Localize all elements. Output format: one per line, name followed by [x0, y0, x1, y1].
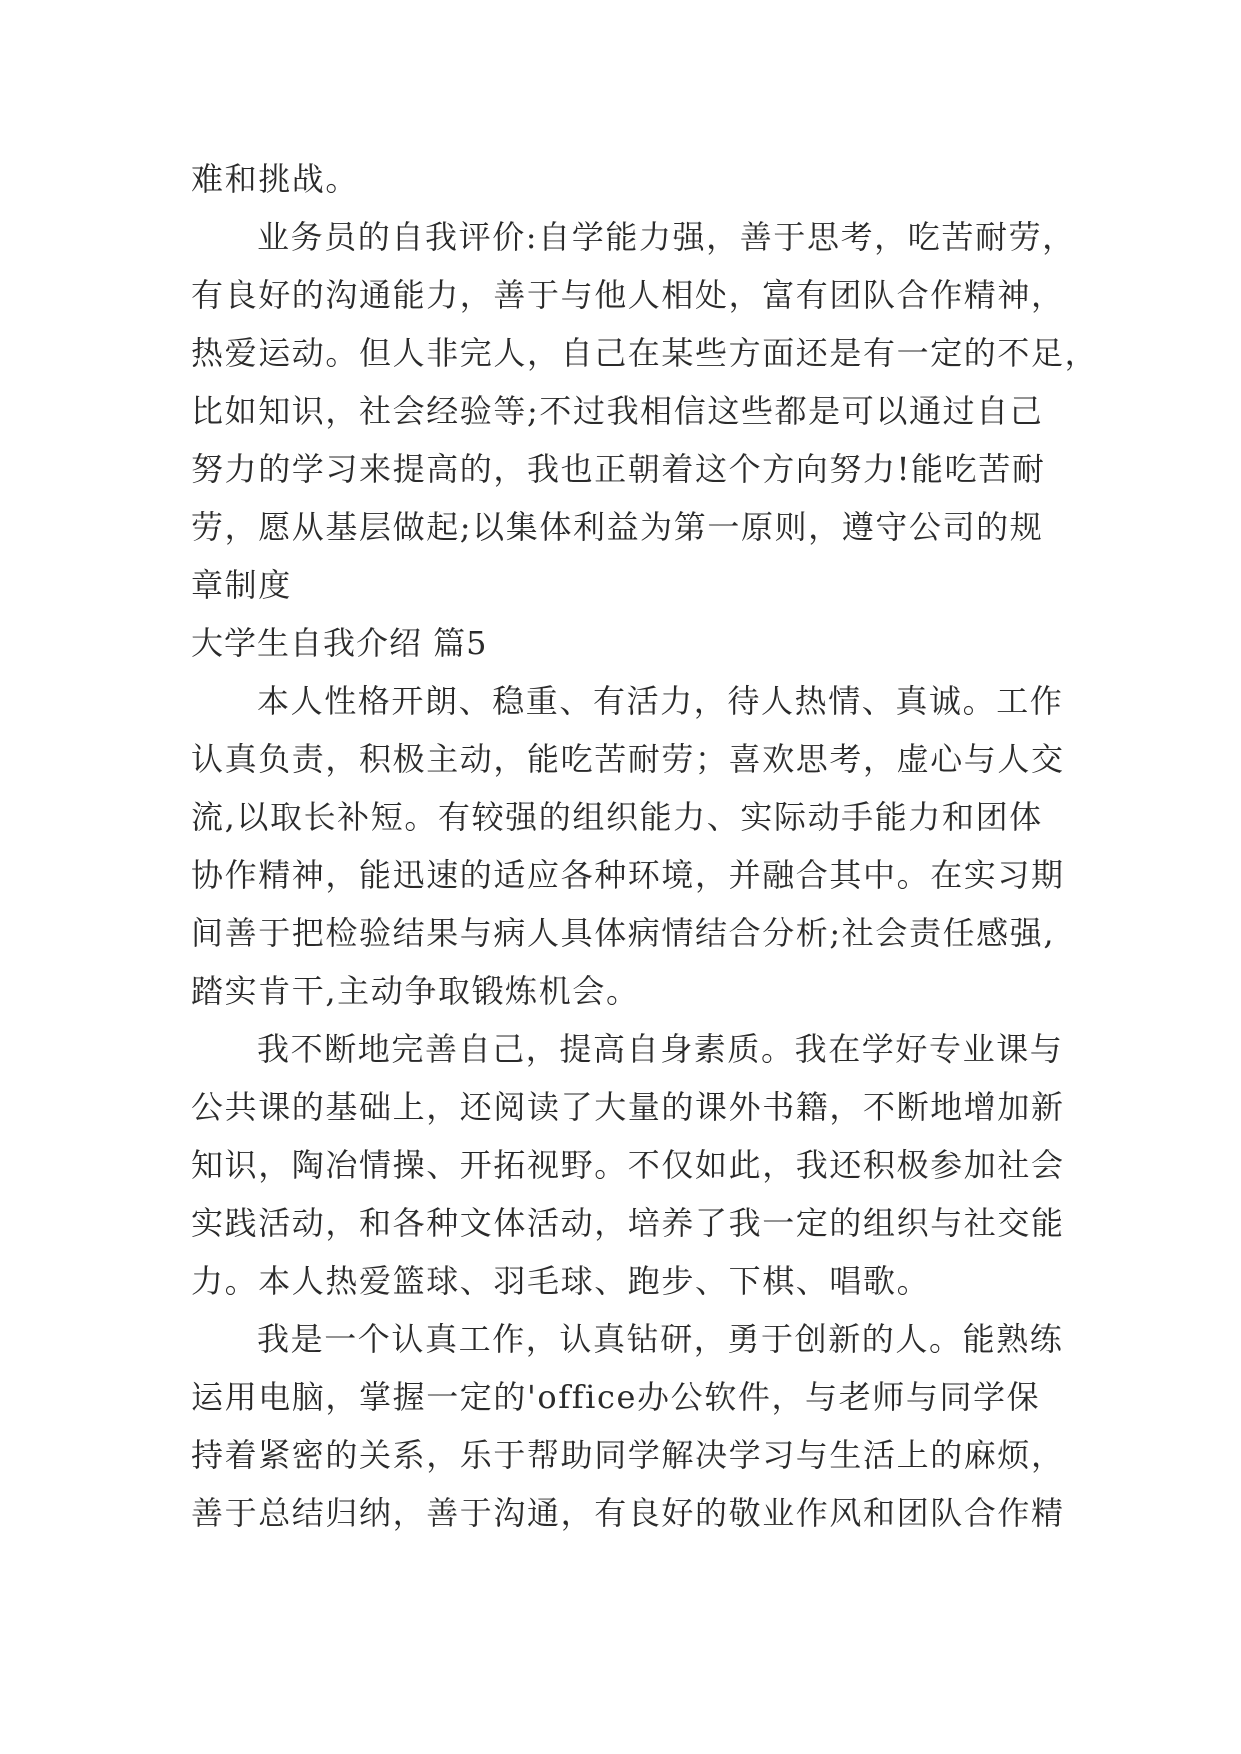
- text-line: 公共课的基础上，还阅读了大量的课外书籍，不断地增加新: [191, 1088, 1065, 1126]
- paragraph: [191, 150, 1071, 208]
- text-line: 运用电脑，掌握一定的'office办公软件，与老师与同学保: [191, 1378, 1041, 1416]
- text-line: 劳，愿从基层做起;以集体利益为第一原则，遵守公司的规: [191, 508, 1044, 546]
- text-line: 难和挑战。: [191, 160, 360, 198]
- paragraph: [191, 208, 1099, 614]
- text-line: 本人性格开朗、稳重、有活力，待人热情、真诚。工作: [257, 682, 1064, 720]
- text-line: 业务员的自我评价:自学能力强，善于思考，吃苦耐劳，: [257, 218, 1076, 256]
- text-line: 努力的学习来提高的，我也正朝着这个方向努力!能吃苦耐: [191, 450, 1046, 488]
- text-line: 认真负责，积极主动，能吃苦耐劳；喜欢思考，虚心与人交: [191, 740, 1065, 778]
- text-line: 踏实肯干,主动争取锻炼机会。: [191, 972, 640, 1010]
- text-line: 力。本人热爱篮球、羽毛球、跑步、下棋、唱歌。: [191, 1262, 931, 1300]
- section-heading: 大学生自我介绍 篇5: [191, 624, 488, 662]
- text-line: 热爱运动。但人非完人，自己在某些方面还是有一定的不足，: [191, 334, 1099, 372]
- paragraph: [191, 1310, 1071, 1542]
- document-body: [191, 150, 1099, 1542]
- text-line: 我不断地完善自己，提高自身素质。我在学好专业课与: [257, 1030, 1064, 1068]
- paragraph: [191, 1020, 1071, 1310]
- text-line: 间善于把检验结果与病人具体病情结合分析;社会责任感强,: [191, 914, 1056, 952]
- paragraph: [191, 672, 1071, 1020]
- text-line: 实践活动，和各种文体活动，培养了我一定的组织与社交能: [191, 1204, 1065, 1242]
- text-line: 知识，陶冶情操、开拓视野。不仅如此，我还积极参加社会: [191, 1146, 1065, 1184]
- text-line: 协作精神，能迅速的适应各种环境，并融合其中。在实习期: [191, 856, 1065, 894]
- text-line: 有良好的沟通能力，善于与他人相处，富有团队合作精神，: [191, 276, 1065, 314]
- text-line: 我是一个认真工作，认真钻研，勇于创新的人。能熟练: [257, 1320, 1064, 1358]
- text-line: 流,以取长补短。有较强的组织能力、实际动手能力和团体: [191, 798, 1043, 836]
- text-line: 比如知识，社会经验等;不过我相信这些都是可以通过自己: [191, 392, 1044, 430]
- text-line: 善于总结归纳，善于沟通，有良好的敬业作风和团队合作精: [191, 1494, 1065, 1532]
- text-line: 章制度: [191, 566, 292, 604]
- text-line: 持着紧密的关系，乐于帮助同学解决学习与生活上的麻烦，: [191, 1436, 1065, 1474]
